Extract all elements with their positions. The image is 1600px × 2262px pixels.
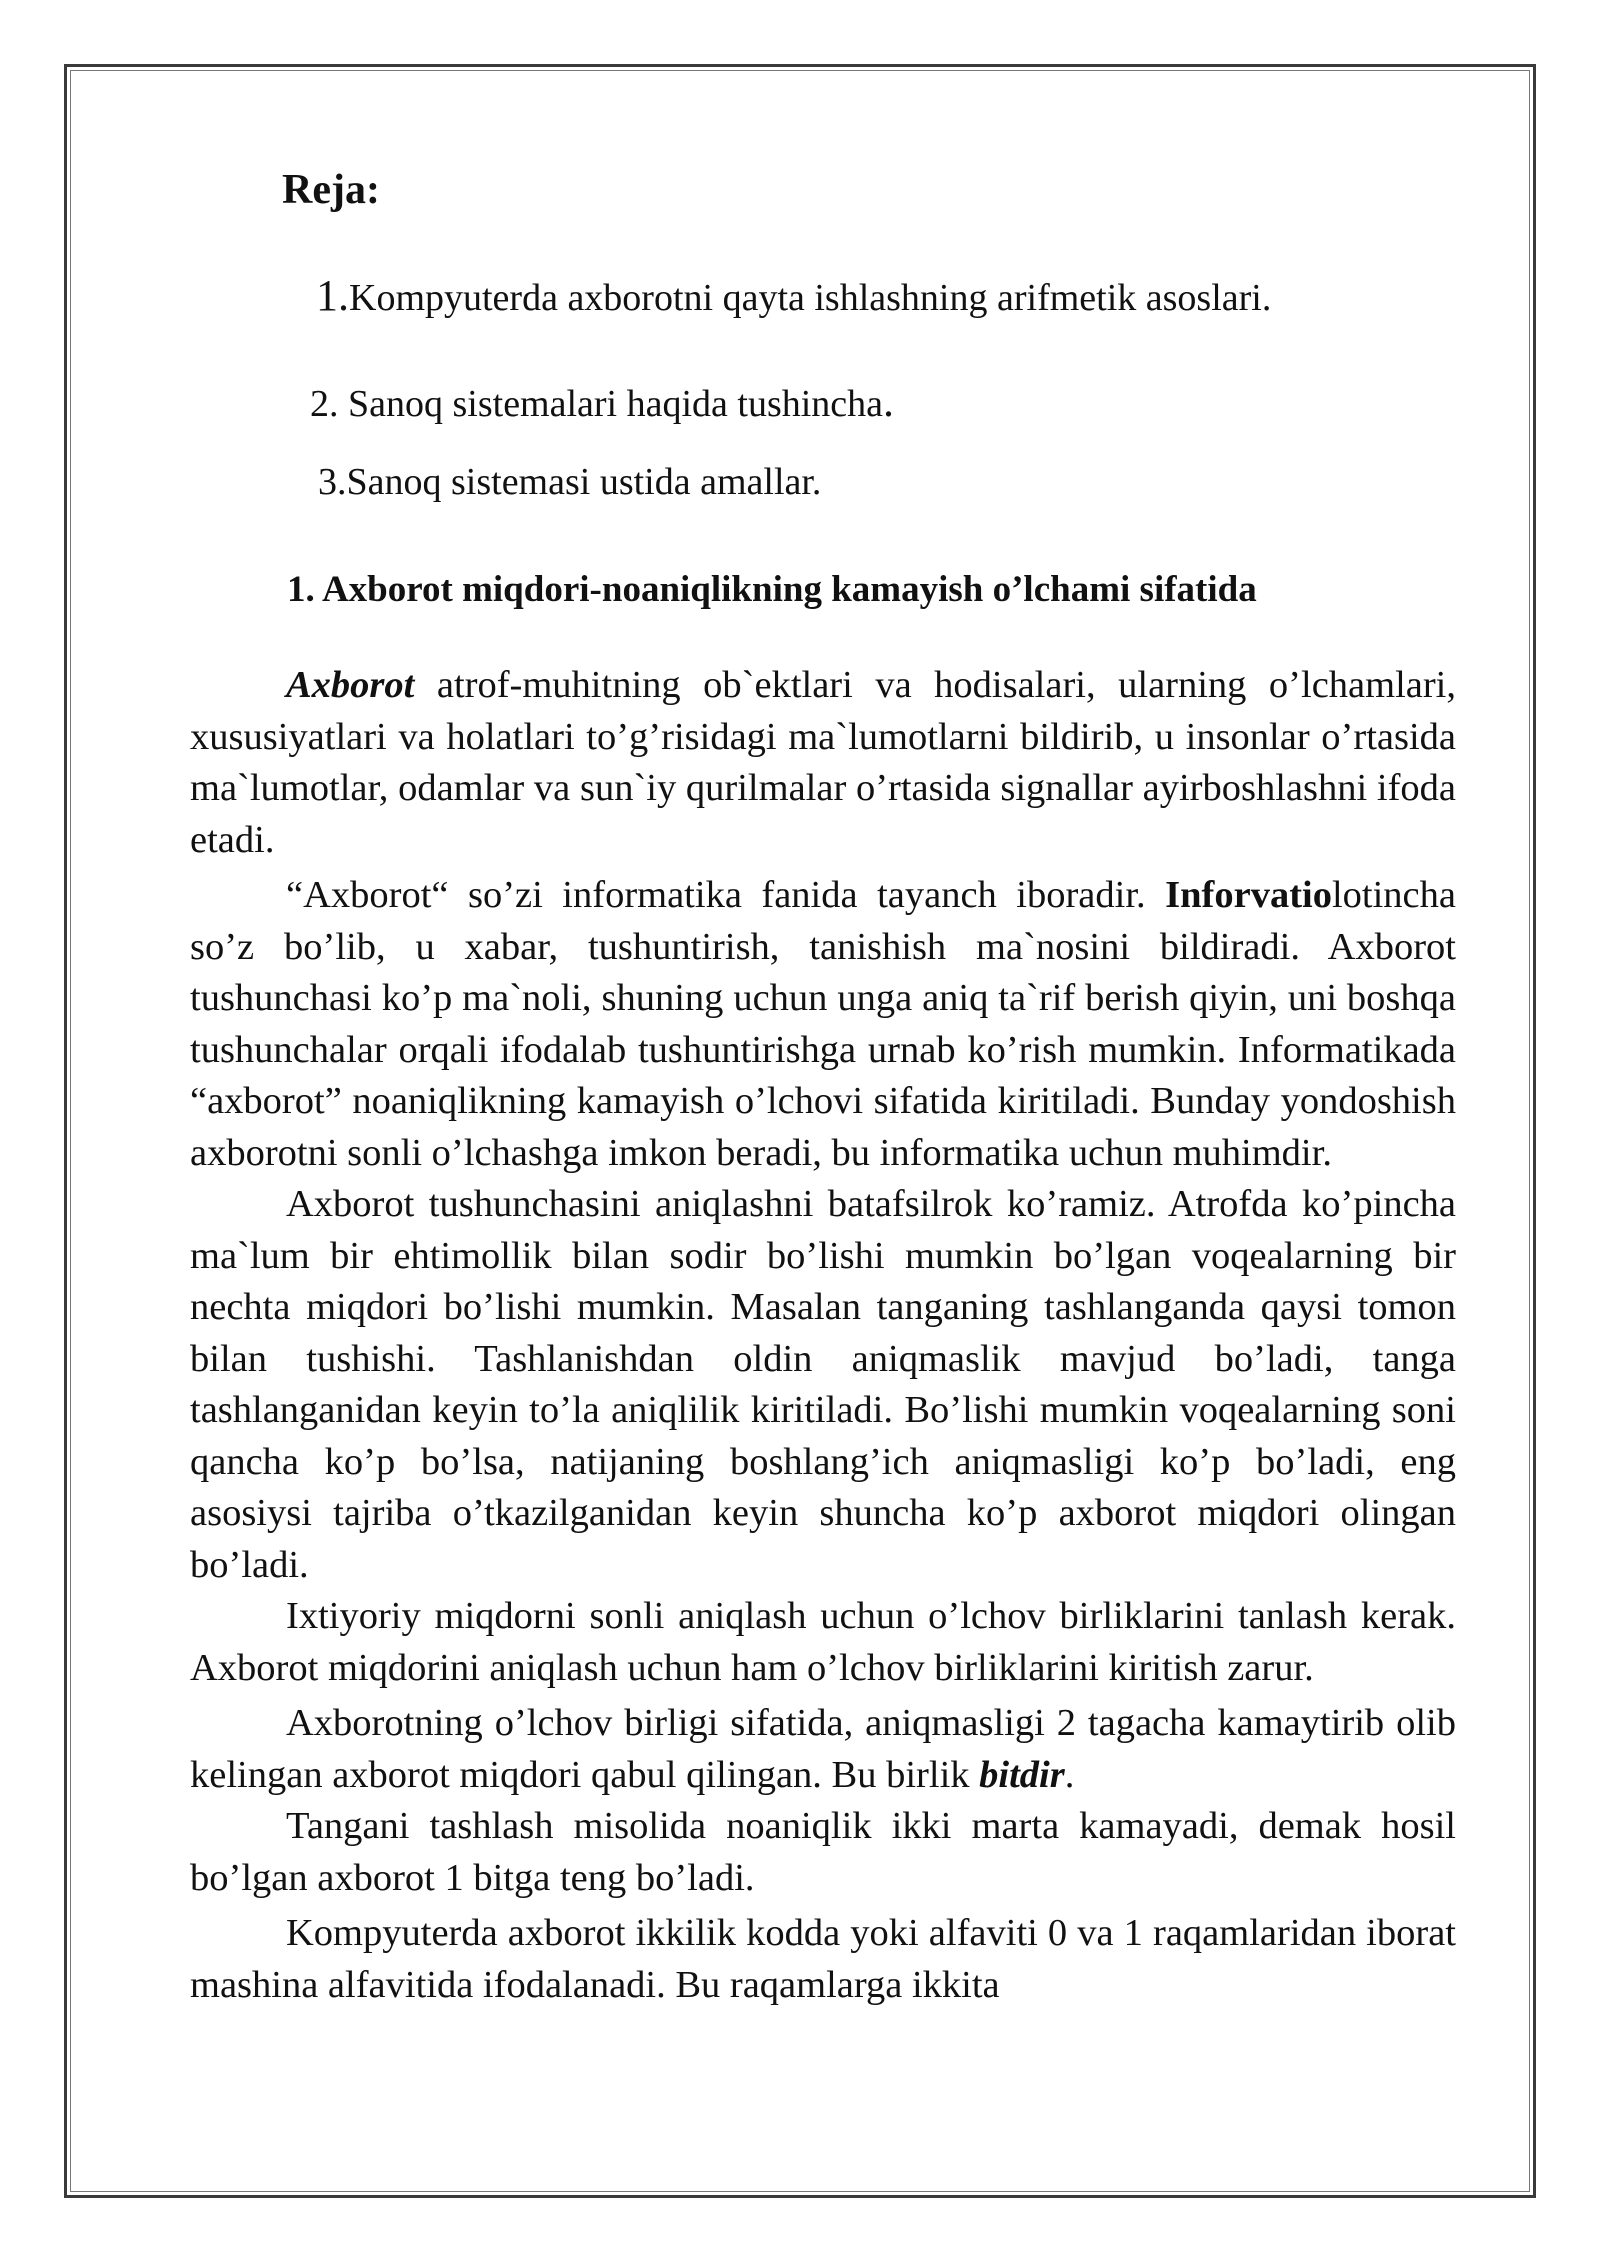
section-title: 1. Axborot miqdori-noaniqlikning kamayish o’lchami sifatida — [287, 569, 1257, 610]
plan-item-2-text: Sanoq sistemalari haqida tushincha — [338, 383, 884, 425]
plan-heading: Reja: — [282, 167, 380, 213]
paragraph-2-pre: “Axborot“ so’zi informatika fanida tayanch iboradir. — [286, 874, 1166, 916]
term-inforvatio: Inforvatio — [1165, 874, 1332, 916]
paragraph-6-text: Tangani tashlash misolida noaniqlik ikki marta kamayadi, demak hosil bo’lgan axborot 1 bitga teng bo’ladi. — [190, 1805, 1456, 1899]
body-text — [190, 660, 1456, 2011]
plan-item-2 — [310, 376, 894, 427]
plan-item-1 — [316, 270, 1271, 321]
paragraph-5 — [190, 1698, 1456, 1801]
plan-item-3-text: Sanoq sistemasi ustida amallar. — [346, 461, 822, 503]
paragraph-5-tail: . — [1064, 1753, 1075, 1796]
term-bitdir: bitdir — [979, 1753, 1065, 1796]
plan-item-2-period: . — [883, 377, 895, 426]
plan-item-1-text: Kompyuterda axborotni qayta ishlashning arifmetik asoslari. — [349, 277, 1272, 319]
paragraph-4 — [190, 1591, 1456, 1694]
term-axborot: Axborot — [286, 664, 415, 706]
paragraph-2 — [190, 870, 1456, 1179]
paragraph-2-text: lotincha so’z bo’lib, u xabar, tushuntirish, tanishish ma`nosini bildiradi. Axborot tushunchasi ko’p ma`noli, shuning uchun unga aniq ta`rif berish qiyin, uni boshqa tushunchalar orqali ifodalab tushuntirishga urnab ko’rish mumkin. Informatikada “axborot” noaniqlikning kamayish o’lchovi sifatida kiritiladi. Bunday yondoshish axborotni sonli o’lchashga imkon beradi, bu informatika uchun muhimdir. — [190, 874, 1456, 1174]
paragraph-4-text: Ixtiyoriy miqdorni sonli aniqlash uchun o’lchov birliklarini tanlash kerak. Axborot miqdorini aniqlash uchun ham o’lchov birliklarini kiritish zarur. — [190, 1595, 1456, 1689]
paragraph-3 — [190, 1179, 1456, 1591]
paragraph-1 — [190, 660, 1456, 866]
plan-item-3-number: 3. — [318, 461, 347, 503]
plan-item-3 — [318, 460, 821, 504]
paragraph-6 — [190, 1801, 1456, 1904]
plan-item-2-number: 2. — [310, 383, 339, 425]
plan-item-1-number: 1. — [316, 271, 349, 320]
paragraph-7-text: Kompyuterda axborot ikkilik kodda yoki alfaviti 0 va 1 raqamlaridan iborat mashina alfavitida ifodalanadi. Bu raqamlarga ikkita — [190, 1912, 1456, 2006]
paragraph-5-text: Axborotning o’lchov birligi sifatida, aniqmasligi 2 tagacha kamaytirib olib kelingan axborot miqdori qabul qilingan. Bu birlik — [190, 1702, 1456, 1796]
paragraph-1-text: atrof-muhitning ob`ektlari va hodisalari, ularning o’lchamlari, xususiyatlari va holatlari to’g’risidagi ma`lumotlarni bildirib, u insonlar o’rtasida ma`lumotlar, odamlar va sun`iy qurilmalar o’rtasida signallar ayirboshlashni ifoda etadi. — [190, 664, 1456, 861]
paragraph-3-text: Axborot tushunchasini aniqlashni batafsilrok ko’ramiz. Atrofda ko’pincha ma`lum bir ehtimollik bilan sodir bo’lishi mumkin bo’lgan voqealarning bir nechta miqdori bo’lishi mumkin. Masalan tanganing tashlanganda qaysi tomon bilan tushishi. Tashlanishdan oldin aniqmaslik mavjud bo’ladi, tanga tashlanganidan keyin to’la aniqlilik kiritiladi. Bo’lishi mumkin voqealarning soni qancha ko’p bo’lsa, natijaning boshlang’ich aniqmasligi ko’p bo’ladi, eng asosiysi tajriba o’tkazilganidan keyin shuncha ko’p axborot miqdori olingan bo’ladi. — [190, 1183, 1456, 1586]
paragraph-7 — [190, 1908, 1456, 2011]
